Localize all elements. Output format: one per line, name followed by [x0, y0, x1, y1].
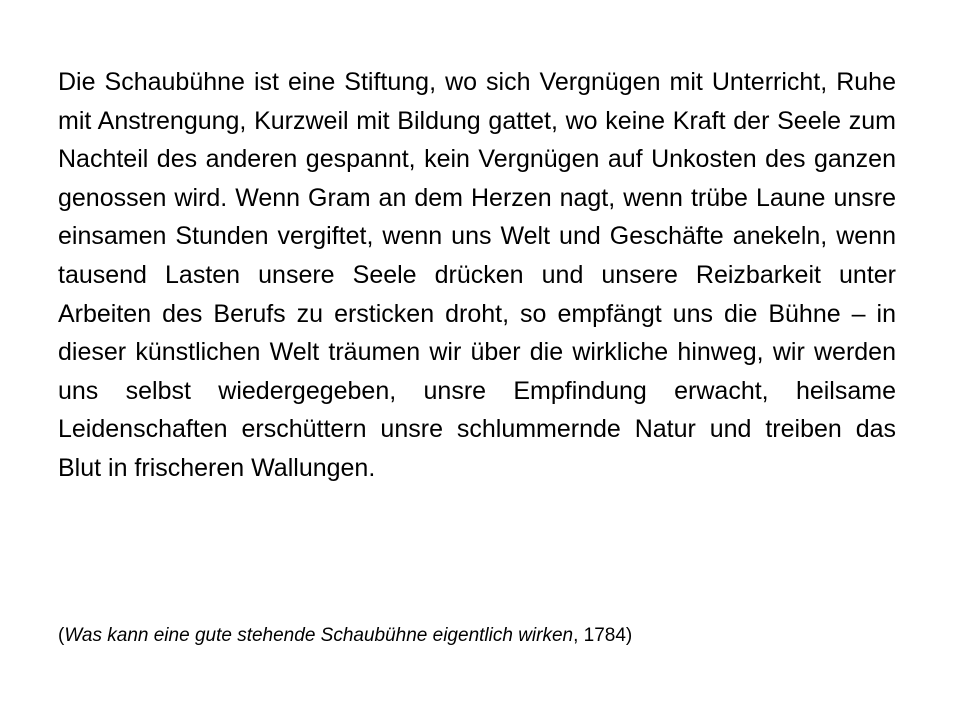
quote-paragraph: Die Schaubühne ist eine Stiftung, wo sich Vergnügen mit Unterricht, Ruhe mit Anstrengung, Kurzweil mit Bildung gattet, wo keine Kraft der Seele zum Nachteil des anderen gespannt, kein Vergnügen auf Unkosten des ganzen genossen wird. Wenn Gram an dem Herzen nagt, wenn trübe Laune unsre einsamen Stunden vergiftet, wenn uns Welt und Geschäfte anekeln, wenn tausend Lasten unsere Seele drücken und unsere Reizbarkeit unter Arbeiten des Berufs zu ersticken droht, so empfängt uns die Bühne – in dieser künstlichen Welt träumen wir über die wirkliche hinweg, wir werden uns selbst wiedergegeben, unsre Empfindung erwacht, heilsame Leidenschaften erschüttern unsre schlummernde Natur und treiben das Blut in frischeren Wallungen.	[58, 68, 896, 482]
citation	[58, 622, 896, 650]
citation-open-paren: (	[58, 625, 65, 646]
citation-title: Was kann eine gute stehende Schaubühne eigentlich wirken	[64, 625, 574, 646]
citation-year: , 1784)	[573, 625, 633, 646]
